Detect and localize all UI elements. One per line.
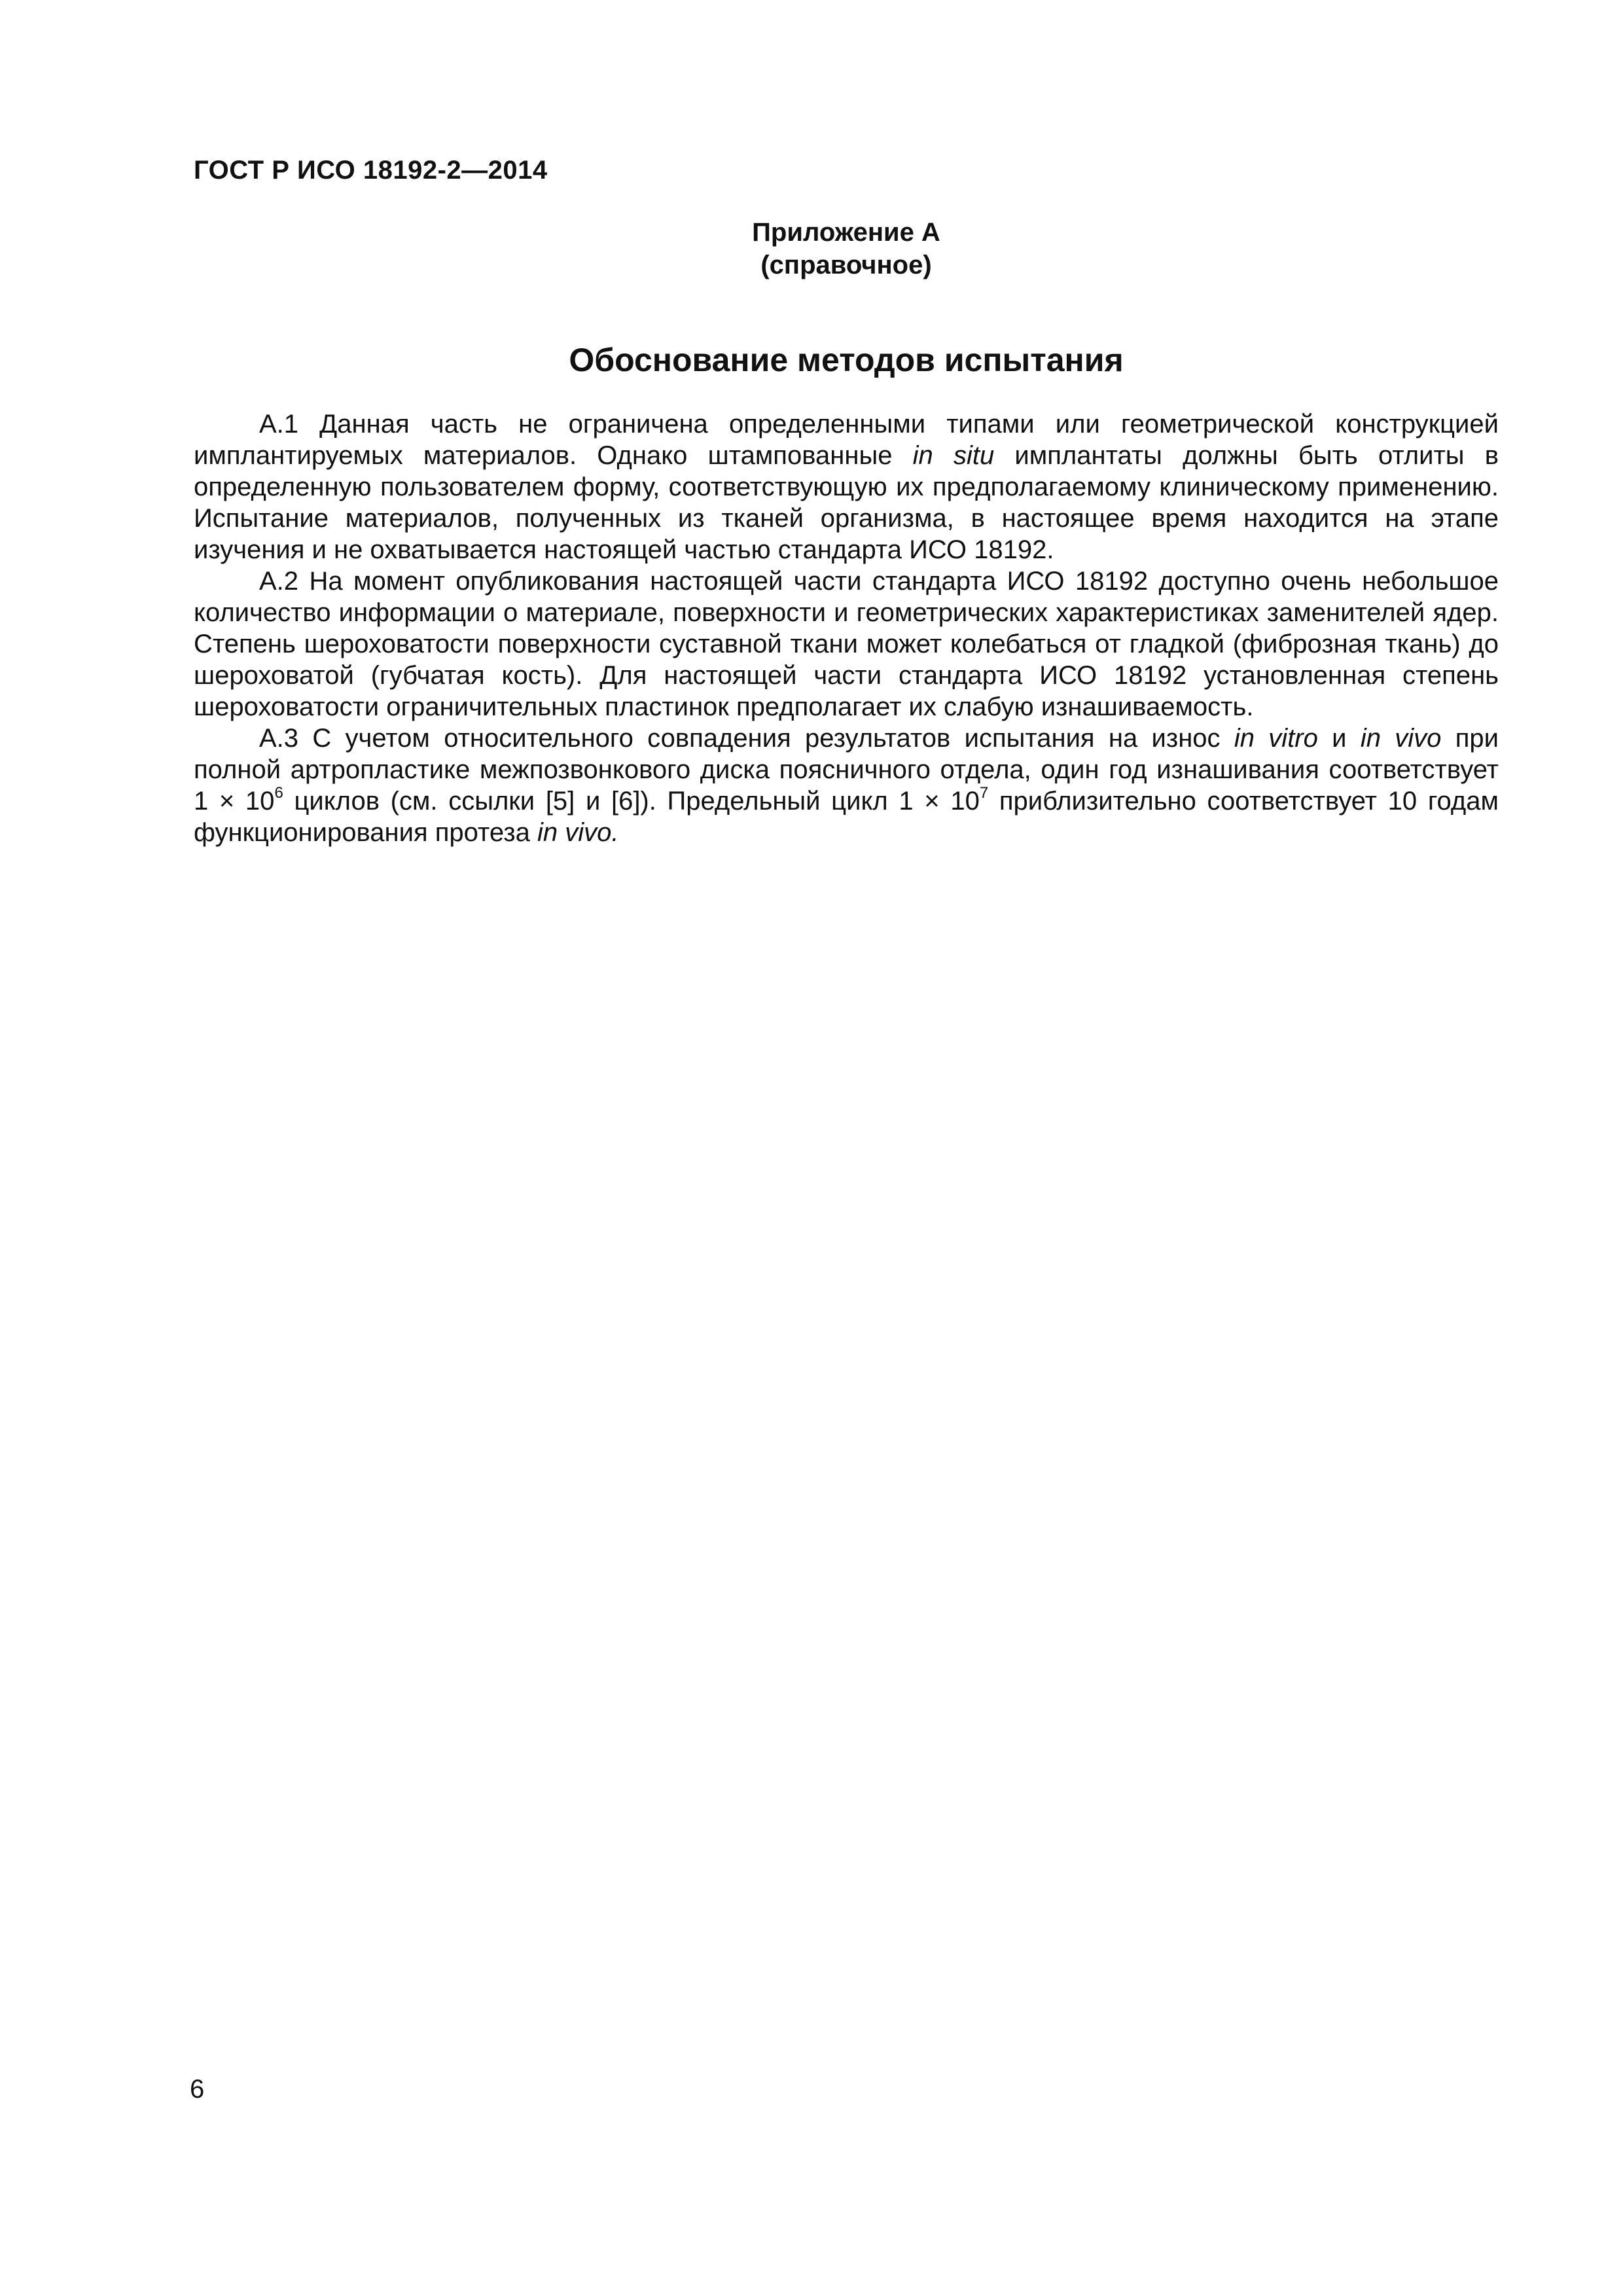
text-segment: приблизительно соответствует 10 годам функционирования протеза <box>194 787 1499 847</box>
italic-term: in situ <box>912 441 995 470</box>
text-segment: А.1 Данная часть не ограничена определенными типами или геометрической конструкцией имплантируемых материалов. Однако штампованные <box>194 410 1499 470</box>
text-segment: имплантаты должны быть отлиты в определенную пользователем форму, соответствующую их предполагаемому клиническому применению. Испытание материалов, полученных из тканей организма, в настоящее время находится на этапе изучения и не охватывается настоящей частью стандарта ИСО 18192. <box>194 441 1499 564</box>
italic-term: in vivo. <box>537 818 619 847</box>
annex-kind: (справочное) <box>760 251 932 279</box>
exponent: 6 <box>274 784 283 802</box>
paragraph-a3 <box>194 723 1499 848</box>
annex-body <box>194 408 1499 848</box>
text-segment: А.2 На момент опубликования настоящей части стандарта ИСО 18192 доступно очень небольшое количество информации о материале, поверхности и геометрических характеристиках заменителей ядер. Степень шероховатости поверхности суставной ткани может колебаться от гладкой (фиброзная ткань) до шероховатой (губчатая кость). Для настоящей части стандарта ИСО 18192 установленная степень шероховатости ограничительных пластинок предполагает их слабую изнашиваемость. <box>194 567 1499 721</box>
italic-term: in vitro <box>1234 724 1318 753</box>
annex-label: Приложение А <box>752 218 940 247</box>
annex-title: Обоснование методов испытания <box>569 342 1124 378</box>
page-number: 6 <box>190 2075 205 2104</box>
text-segment: А.3 С учетом относительного совпадения результатов испытания на износ <box>259 724 1234 753</box>
text-segment: циклов (см. ссылки [5] и [6]). Предельный цикл 1 × 10 <box>283 787 980 816</box>
paragraph-a2 <box>194 565 1499 723</box>
standard-code-header: ГОСТ Р ИСО 18192-2—2014 <box>194 156 548 185</box>
text-segment: и <box>1317 724 1361 753</box>
annex-heading <box>194 216 1499 281</box>
exponent: 7 <box>979 784 989 802</box>
paragraph-a1 <box>194 408 1499 565</box>
text-segment: при полной артропластике межпозвонкового диска поясничного отдела, один год изнашивания соответствует 1 × 10 <box>194 724 1499 816</box>
italic-term: in vivo <box>1360 724 1442 753</box>
